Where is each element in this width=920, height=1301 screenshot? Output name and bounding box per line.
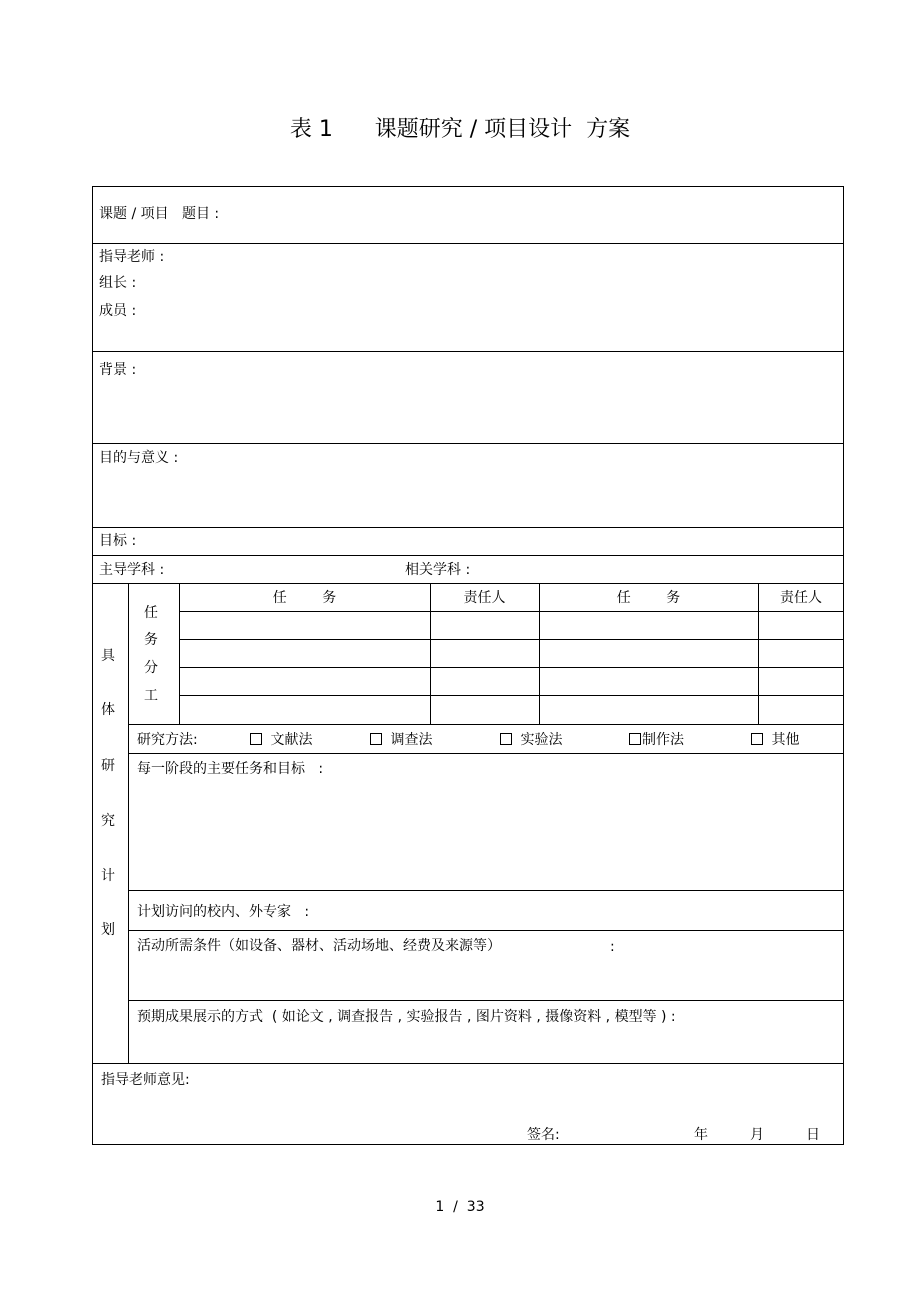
stages-label: 每一阶段的主要任务和目标 : [137,761,324,777]
checkbox-icon[interactable] [629,733,641,745]
experts-label: 计划访问的校内、外专家 : [137,904,310,920]
row-divider [92,555,844,556]
page-number: 1 / 33 [435,1199,485,1215]
method-option-experiment[interactable]: 实验法 [500,731,562,749]
plan-row-divider [128,753,844,754]
day-label: 日 [806,1127,820,1143]
members-label: 成员 : [99,303,137,319]
advisor-label: 指导老师 : [99,249,165,265]
background-label: 背景 : [99,362,137,378]
task-division-char: 分 [144,660,158,676]
checkbox-icon[interactable] [250,733,262,745]
checkbox-icon[interactable] [370,733,382,745]
goal-label: 目标 : [99,533,137,549]
task-division-char: 工 [144,688,158,704]
conditions-colon: : [610,939,615,955]
task-header: 任 务 [272,590,337,606]
methods-label: 研究方法: [137,732,198,748]
plan-row-divider [128,1000,844,1001]
leader-label: 组长 : [99,275,137,291]
opinion-label: 指导老师意见: [101,1072,190,1088]
row-divider [92,583,844,584]
method-option-other[interactable]: 其他 [751,731,799,749]
page-title: 表 1 课题研究 / 项目设计 方案 [289,117,631,142]
task-division-char: 务 [144,632,158,648]
month-label: 月 [750,1127,764,1143]
plan-row-divider [128,930,844,931]
topic-label: 课题 / 项目 题目 : [99,206,220,222]
row-divider [92,527,844,528]
checkbox-icon[interactable] [751,733,763,745]
owner-header: 责任人 [780,590,822,606]
related-subject-label: 相关学科 : [405,562,471,578]
row-divider [92,243,844,244]
plan-side-char: 计 [101,868,115,884]
row-divider [92,351,844,352]
plan-row-divider [128,724,844,725]
method-option-literature[interactable]: 文献法 [250,731,312,749]
row-divider [92,443,844,444]
task-header: 任 务 [616,590,681,606]
plan-side-char: 体 [101,702,115,718]
method-option-making[interactable]: 制作法 [629,731,684,749]
task-division-char: 任 [144,605,158,621]
task-row-divider [179,667,844,668]
plan-row-divider [128,890,844,891]
owner-header: 责任人 [463,590,506,606]
plan-side-char: 划 [101,922,115,938]
row-divider [92,1063,844,1064]
purpose-label: 目的与意义 : [99,450,179,466]
plan-side-char: 究 [101,813,115,829]
checkbox-icon[interactable] [500,733,512,745]
main-subject-label: 主导学科 : [99,562,165,578]
conditions-label: 活动所需条件（如设备、器材、活动场地、经费及来源等） [137,938,501,954]
task-row-divider [179,611,844,612]
signature-label: 签名: [527,1127,560,1143]
form-table [92,186,844,1145]
results-label: 预期成果展示的方式 ( 如论文 , 调查报告 , 实验报告 , 图片资料 , 摄像资料 , 模型等 ) : [137,1009,676,1025]
task-row-divider [179,695,844,696]
plan-side-divider [128,583,129,1063]
plan-side-char: 研 [101,758,115,774]
plan-side-char: 具 [101,648,115,664]
year-label: 年 [694,1127,708,1143]
task-row-divider [179,639,844,640]
method-option-survey[interactable]: 调查法 [370,731,432,749]
